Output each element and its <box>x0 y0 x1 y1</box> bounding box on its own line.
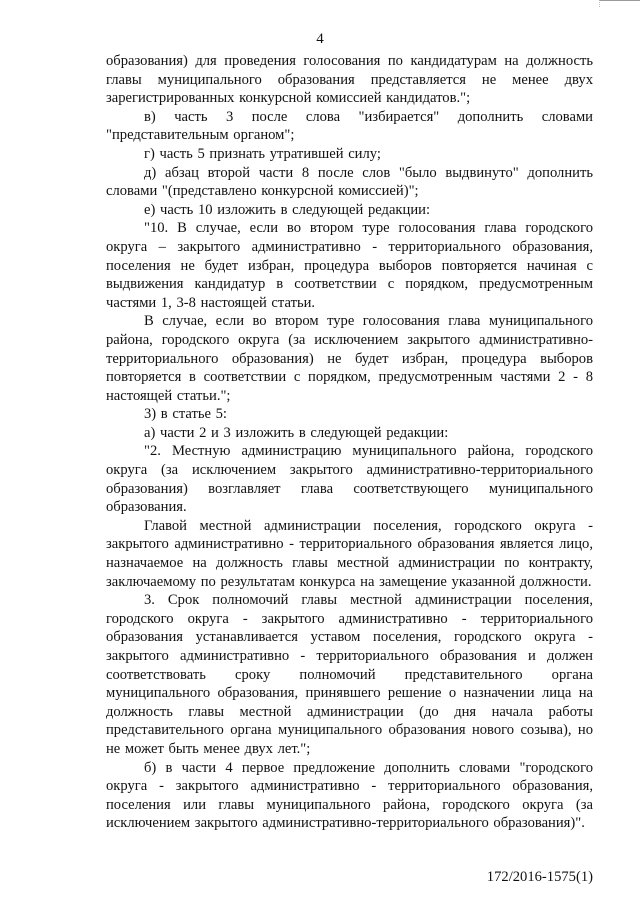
paragraph-part-10: "10. В случае, если во втором туре голосования глава городского округа – закрытого административно - территориального образования, поселения не будет избран, процедура выборов повторяется начиная с выдвижения кандидатур в соответствии с порядком, предусмотренным частями 1, 3-8 настоящей статьи. <box>106 220 593 311</box>
paragraph-item-d: д) абзац второй части 8 после слов "было выдвинуто" дополнить словами "(представлено конкурсной комиссией)"; <box>106 164 593 200</box>
paragraph-continuation: образования) для проведения голосования по кандидатурам на должность главы муниципального образования представляется не менее двух зарегистрированных конкурсной комиссией кандидатов."; <box>106 53 593 107</box>
paragraph-item-a: а) части 2 и 3 изложить в следующей редакции: <box>144 424 449 441</box>
paragraph-part-10-second: В случае, если во втором туре голосования глава муниципального района, городского округа (за исключением закрытого административно-территориального образования) не будет избран, процедура выборов повторяется в соответствии с порядком, предусмотренным частями 2 - 8 настоящей статьи."; <box>106 313 593 404</box>
document-registration-number: 172/2016-1575(1) <box>486 869 593 885</box>
paragraph-part-3: 3. Срок полномочий главы местной администрации поселения, городского округа - закрытого административно - территориального образования устанавливается уставом поселения, городского округа - закрытого административно - территориального образования и должен соответствовать сроку полномочий представительного органа муниципального образования, принявшего решение о назначении лица на должность главы местной администрации (до дня начала работы представительного органа муниципального образования нового созыва), но не может быть менее двух лет."; <box>106 592 593 757</box>
paragraph-item-g: г) часть 5 признать утратившей силу; <box>144 145 381 162</box>
paragraph-item-b: б) в части 4 первое предложение дополнить словами "городского округа - закрытого административно - территориального образования, поселения или главы муниципального района, городского округа (за исключением закрытого административно-территориального образования)". <box>106 759 593 832</box>
paragraph-article-5: 3) в статье 5: <box>144 406 227 423</box>
paragraph-part-2: "2. Местную администрацию муниципального района, городского округа (за исключением закрытого административно-территориального образования) возглавляет глава соответствующего муниципального образования. <box>106 443 593 516</box>
scan-edge-mark <box>599 0 640 7</box>
paragraph-item-e: е) часть 10 изложить в следующей редакции: <box>144 201 431 218</box>
paragraph-part-2-second: Главой местной администрации поселения, городского округа - закрытого административно - территориального образования является лицо, назначаемое на должность главы местной администрации по контракту, заключаемому по результатам конкурса на замещение указанной должности. <box>106 517 593 590</box>
page-number: 4 <box>316 31 324 47</box>
paragraph-item-v: в) часть 3 после слова "избирается" дополнить словами "представительным органом"; <box>106 108 593 144</box>
document-body <box>106 52 593 833</box>
